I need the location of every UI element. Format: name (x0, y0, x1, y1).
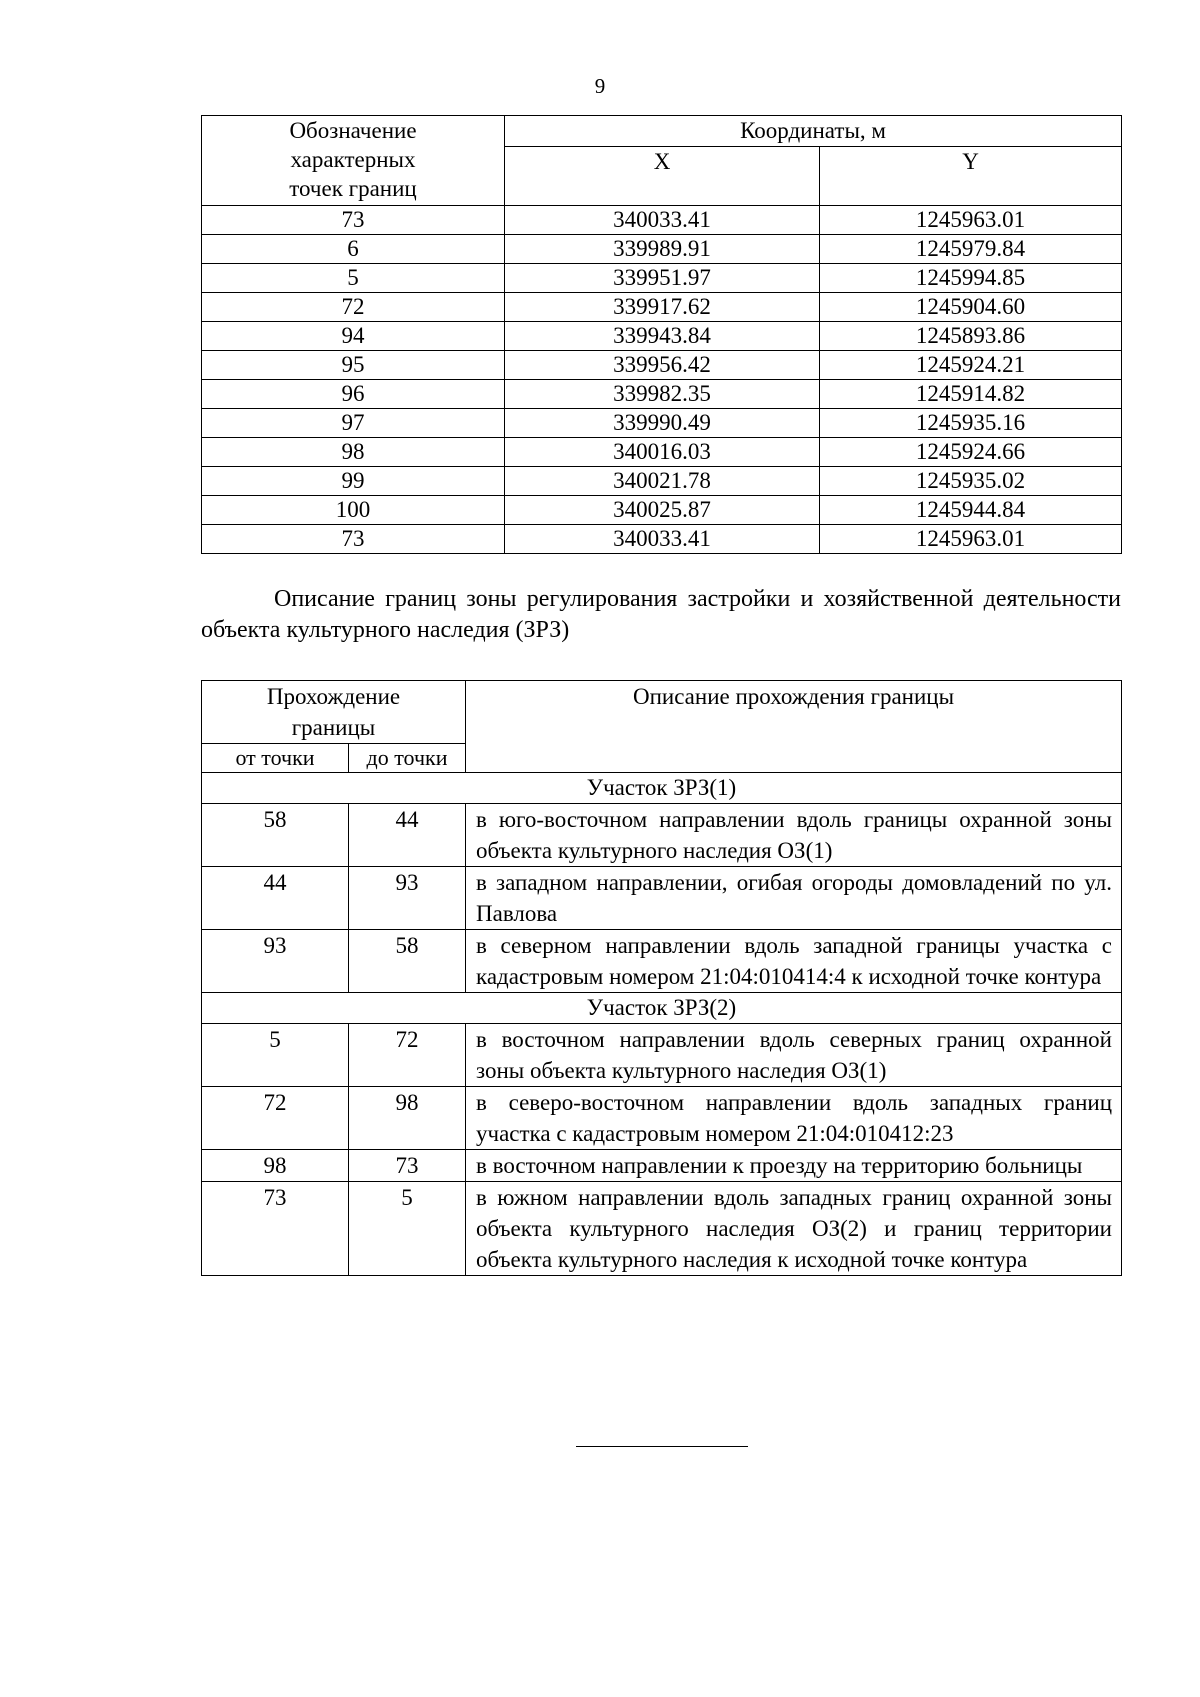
coord-cell-x: 339982.35 (505, 380, 820, 409)
coord-cell-point: 96 (202, 380, 505, 409)
boundary-cell-from: 72 (202, 1087, 349, 1150)
table-row (202, 1087, 1122, 1150)
coord-cell-y: 1245979.84 (820, 235, 1122, 264)
coord-cell-y: 1245924.21 (820, 351, 1122, 380)
coord-cell-y: 1245963.01 (820, 525, 1122, 554)
coord-cell-point: 73 (202, 206, 505, 235)
coord-cell-x: 340033.41 (505, 525, 820, 554)
boundary-cell-to: 58 (349, 930, 466, 993)
coord-cell-point: 100 (202, 496, 505, 525)
x-header: X (505, 147, 820, 206)
coord-cell-y: 1245914.82 (820, 380, 1122, 409)
boundary-table-body (202, 773, 1122, 1276)
boundary-cell-from: 44 (202, 867, 349, 930)
coordinates-header: Координаты, м (505, 116, 1122, 147)
table-row (202, 930, 1122, 993)
boundary-cell-text: в восточном направлении к проезду на территорию больницы (466, 1150, 1122, 1182)
table-row (202, 351, 1122, 380)
table-row (202, 1182, 1122, 1276)
coord-cell-y: 1245935.02 (820, 467, 1122, 496)
boundary-cell-from: 58 (202, 804, 349, 867)
boundary-cell-text: в южном направлении вдоль западных границ охранной зоны объекта культурного наследия ОЗ(2) и границ территории объекта культурного наследия к исходной точке контура (466, 1182, 1122, 1276)
coord-cell-point: 97 (202, 409, 505, 438)
zone-description: Описание границ зоны регулирования застройки и хозяйственной деятельности объекта культурного наследия (ЗРЗ) (201, 586, 1121, 643)
coord-cell-point: 98 (202, 438, 505, 467)
coord-cell-x: 339956.42 (505, 351, 820, 380)
passage-header: Прохождение границы (202, 681, 466, 744)
table-row (202, 804, 1122, 867)
section-row (202, 773, 1122, 804)
table-row (202, 380, 1122, 409)
coord-cell-x: 339951.97 (505, 264, 820, 293)
coord-cell-x: 340016.03 (505, 438, 820, 467)
coord-cell-point: 6 (202, 235, 505, 264)
coord-cell-point: 5 (202, 264, 505, 293)
table-row (202, 867, 1122, 930)
table-row (202, 206, 1122, 235)
table-row (202, 293, 1122, 322)
coord-cell-y: 1245944.84 (820, 496, 1122, 525)
table-row (202, 438, 1122, 467)
boundary-cell-from: 93 (202, 930, 349, 993)
table-row (202, 1150, 1122, 1182)
table-row (202, 467, 1122, 496)
coord-cell-point: 94 (202, 322, 505, 351)
table-row (202, 322, 1122, 351)
coordinates-table-body (202, 206, 1122, 554)
table-row (202, 235, 1122, 264)
section-title: Участок ЗРЗ(2) (202, 993, 1122, 1024)
point-header: Обозначение характерных точек границ (202, 116, 505, 206)
end-divider (576, 1446, 748, 1447)
coord-cell-y: 1245994.85 (820, 264, 1122, 293)
boundary-cell-from: 98 (202, 1150, 349, 1182)
coord-cell-y: 1245935.16 (820, 409, 1122, 438)
section-row (202, 993, 1122, 1024)
coord-cell-x: 339943.84 (505, 322, 820, 351)
boundary-cell-text: в северо-восточном направлении вдоль западных границ участка с кадастровым номером 21:04:010412:23 (466, 1087, 1122, 1150)
coord-cell-x: 340021.78 (505, 467, 820, 496)
coord-cell-x: 339990.49 (505, 409, 820, 438)
coord-cell-x: 340025.87 (505, 496, 820, 525)
section-title: Участок ЗРЗ(1) (202, 773, 1122, 804)
boundary-table (201, 680, 1122, 1276)
boundary-cell-to: 72 (349, 1024, 466, 1087)
boundary-cell-to: 5 (349, 1182, 466, 1276)
coord-cell-point: 95 (202, 351, 505, 380)
boundary-cell-text: в юго-восточном направлении вдоль границы охранной зоны объекта культурного наследия ОЗ(1) (466, 804, 1122, 867)
y-header: Y (820, 147, 1122, 206)
coord-cell-point: 99 (202, 467, 505, 496)
boundary-cell-to: 73 (349, 1150, 466, 1182)
boundary-cell-from: 5 (202, 1024, 349, 1087)
boundary-cell-to: 44 (349, 804, 466, 867)
boundary-cell-from: 73 (202, 1182, 349, 1276)
coord-cell-x: 340033.41 (505, 206, 820, 235)
coord-cell-y: 1245963.01 (820, 206, 1122, 235)
page-number: 9 (594, 74, 606, 98)
table-row (202, 1024, 1122, 1087)
coord-cell-y: 1245924.66 (820, 438, 1122, 467)
coord-cell-x: 339989.91 (505, 235, 820, 264)
boundary-cell-text: в западном направлении, огибая огороды домовладений по ул. Павлова (466, 867, 1122, 930)
table-row (202, 409, 1122, 438)
to-point-header: до точки (349, 744, 466, 773)
table-row (202, 496, 1122, 525)
boundary-cell-text: в северном направлении вдоль западной границы участка с кадастровым номером 21:04:010414:4 к исходной точке контура (466, 930, 1122, 993)
coord-cell-y: 1245904.60 (820, 293, 1122, 322)
coord-cell-point: 73 (202, 525, 505, 554)
coord-cell-x: 339917.62 (505, 293, 820, 322)
coordinates-table (201, 115, 1122, 554)
boundary-cell-to: 98 (349, 1087, 466, 1150)
boundary-cell-to: 93 (349, 867, 466, 930)
from-point-header: от точки (202, 744, 349, 773)
table-row (202, 525, 1122, 554)
table-row (202, 264, 1122, 293)
coord-cell-y: 1245893.86 (820, 322, 1122, 351)
coord-cell-point: 72 (202, 293, 505, 322)
description-header: Описание прохождения границы (466, 681, 1122, 773)
boundary-cell-text: в восточном направлении вдоль северных границ охранной зоны объекта культурного наследия ОЗ(1) (466, 1024, 1122, 1087)
